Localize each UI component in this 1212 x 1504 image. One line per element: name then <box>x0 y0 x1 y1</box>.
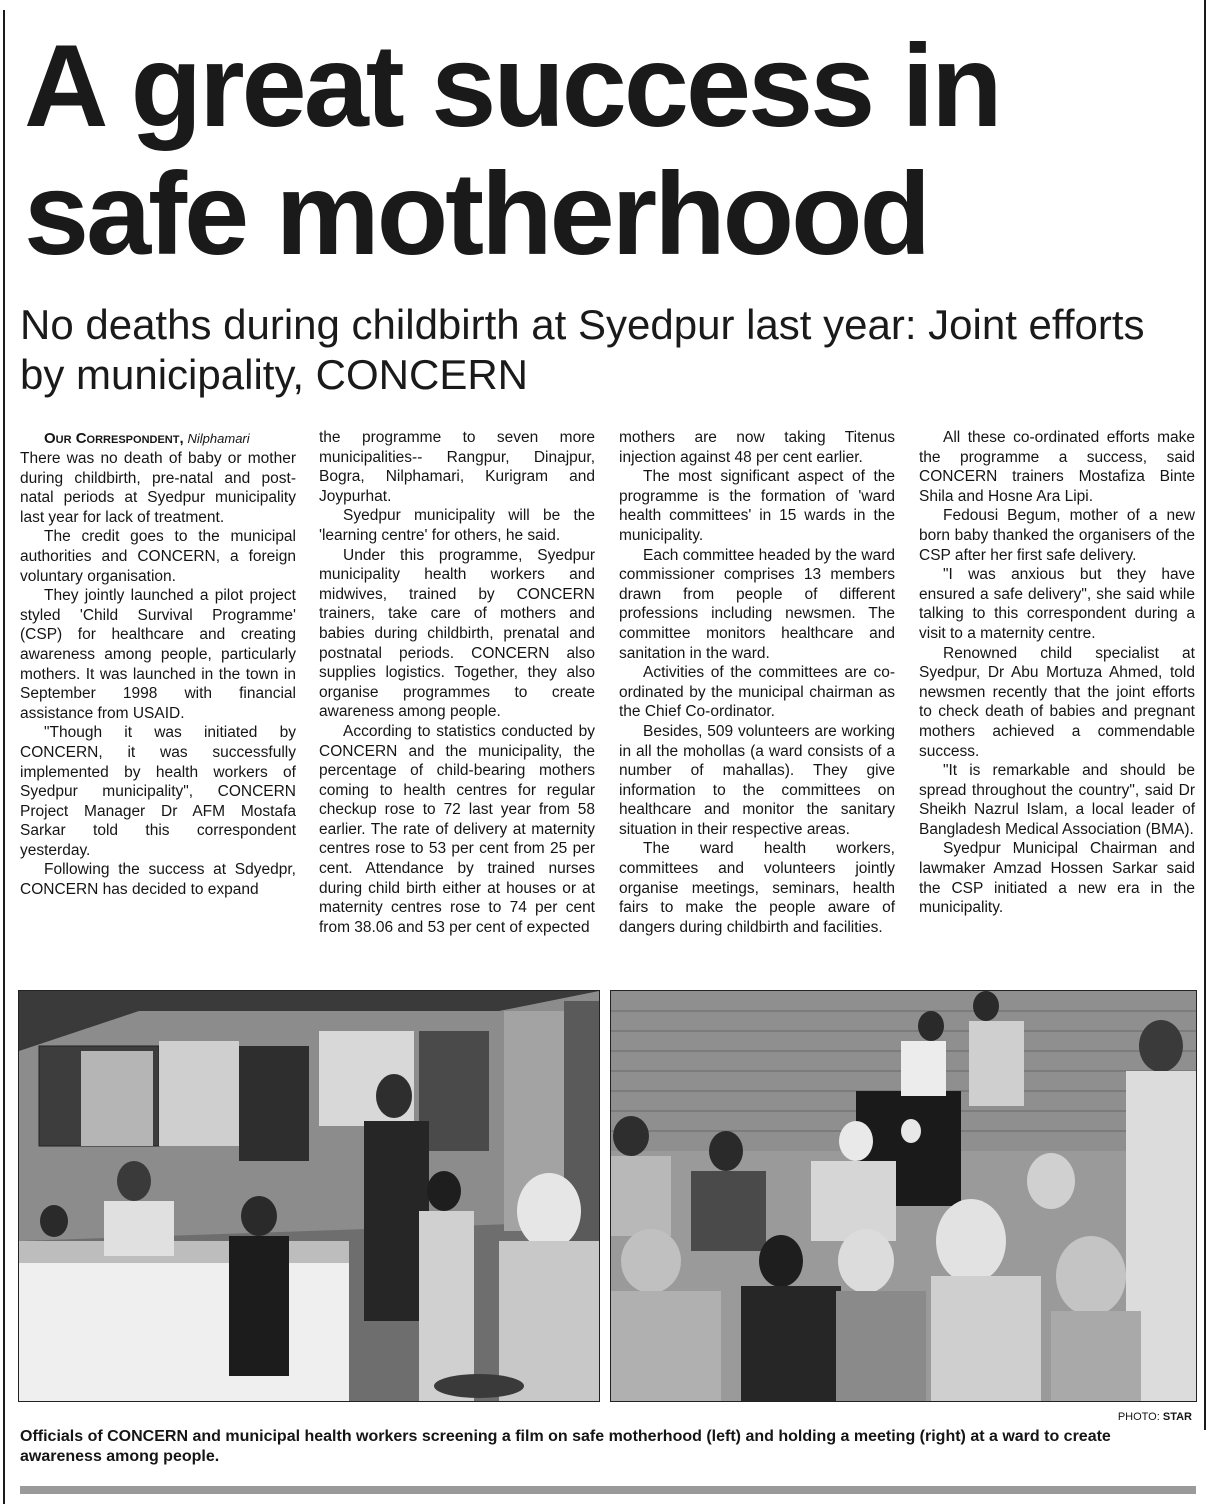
photo-credit-label: PHOTO: <box>1117 1411 1163 1423</box>
byline-name: Our Correspondent, <box>44 430 184 447</box>
headline: A great success in safe motherhood <box>24 20 1000 279</box>
article-column-3 <box>619 428 895 937</box>
paragraph: Besides, 509 volunteers are working in all the mohollas (a ward consists of a number of mahallas). They give information to the committees on healthcare and monitor the sanitary situation in their respective areas. <box>619 722 895 838</box>
photo-right-illustration <box>611 991 1196 1401</box>
photo-caption: Officials of CONCERN and municipal health workers screening a film on safe motherhood (left) and holding a meeting (right) at a ward to create awareness among people. <box>20 1428 1111 1465</box>
photo-left-illustration <box>19 991 599 1401</box>
byline-place: Nilphamari <box>187 431 250 446</box>
paragraph: the programme to seven more municipalities-- Rangpur, Dinajpur, Bogra, Nilphamari, Kurigram and Joypurhat. <box>319 429 595 505</box>
article-column-4 <box>919 428 1195 918</box>
paragraph: Syedpur municipality will be the 'learning centre' for others, he said. <box>319 507 595 544</box>
article-column-1 <box>20 428 296 900</box>
paragraph: Under this programme, Syedpur municipality health workers and midwives, trained by CONCERN trainers, take care of mothers and babies during childbirth, prenatal and postnatal periods. CONCERN also supplies logistics. Together, they also organise programmes to create awareness among people. <box>319 546 595 721</box>
page-border-right <box>1204 0 1206 1430</box>
article-column-2 <box>319 428 595 937</box>
paragraph: According to statistics conducted by CONCERN and the municipality, the percentage of child-bearing mothers coming to health centres for regular checkup rose to 72 last year from 58 earlier. The rate of delivery at maternity centres rose to 53 per cent from 25 per cent. Attendance by trained nurses during child birth either at houses or at maternity centres rose to 74 per cent from 38.06 and 53 per cent of expected <box>319 722 595 936</box>
bottom-rule <box>20 1486 1196 1494</box>
paragraph: Activities of the committees are co-ordinated by the municipal chairman as the Chief Co-ordinator. <box>619 664 895 721</box>
byline <box>20 428 296 449</box>
paragraph: "I was anxious but they have ensured a safe delivery", she said while talking to this correspondent during a visit to a maternity centre. <box>919 566 1195 642</box>
paragraph: "It is remarkable and should be spread throughout the country", said Dr Sheikh Nazrul Islam, a local leader of Bangladesh Medical Association (BMA). <box>919 762 1195 838</box>
paragraph: Syedpur Municipal Chairman and lawmaker Amzad Hossen Sarkar said the CSP initiated a new era in the municipality. <box>919 840 1195 917</box>
photo-credit <box>1118 1410 1192 1424</box>
paragraph: The ward health workers, committees and volunteers jointly organise meetings, seminars, health fairs to make the people aware of dangers during childbirth and facilities. <box>619 840 895 936</box>
paragraph: mothers are now taking Titenus injection against 48 per cent earlier. <box>619 429 895 466</box>
paragraph: The credit goes to the municipal authorities and CONCERN, a foreign voluntary organisation. <box>20 528 296 585</box>
paragraph: Each committee headed by the ward commissioner comprises 13 members drawn from people of different professions including newsmen. The committee monitors healthcare and sanitation in the ward. <box>619 546 895 662</box>
paragraph: Fedousi Begum, mother of a new born baby thanked the organisers of the CSP after her first safe delivery. <box>919 507 1195 564</box>
paragraph: There was no death of baby or mother during childbirth, pre-natal and post-natal periods at Syedpur municipality last year for lack of treatment. <box>20 450 296 526</box>
photo-left-film-screening <box>18 990 600 1402</box>
paragraph: Renowned child specialist at Syedpur, Dr Abu Mortuza Ahmed, told newsmen recently that the joint efforts to check death of babies and pregnant mothers achieved a commendable success. <box>919 644 1195 760</box>
photo-right-meeting <box>610 990 1197 1402</box>
subheadline: No deaths during childbirth at Syedpur last year: Joint efforts by municipality, CONCERN <box>20 301 1145 398</box>
paragraph: All these co-ordinated efforts make the programme a success, said CONCERN trainers Mostafiza Binte Shila and Hosne Ara Lipi. <box>919 429 1195 505</box>
page-border-left <box>3 10 5 1504</box>
paragraph: They jointly launched a pilot project styled 'Child Survival Programme' (CSP) for healthcare and creating awareness among people, particularly mothers. It was launched in the town in September 1998 with financial assistance from USAID. <box>20 587 296 722</box>
paragraph: "Though it was initiated by CONCERN, it was successfully implemented by health workers of Syedpur municipality", CONCERN Project Manager Dr AFM Mostafa Sarkar told this correspondent yesterday. <box>20 724 296 859</box>
paragraph: The most significant aspect of the programme is the formation of 'ward health committees' in 15 wards in the municipality. <box>619 468 895 544</box>
photo-credit-source: STAR <box>1162 1411 1192 1423</box>
paragraph: Following the success at Sdyedpr, CONCERN has decided to expand <box>20 861 296 899</box>
